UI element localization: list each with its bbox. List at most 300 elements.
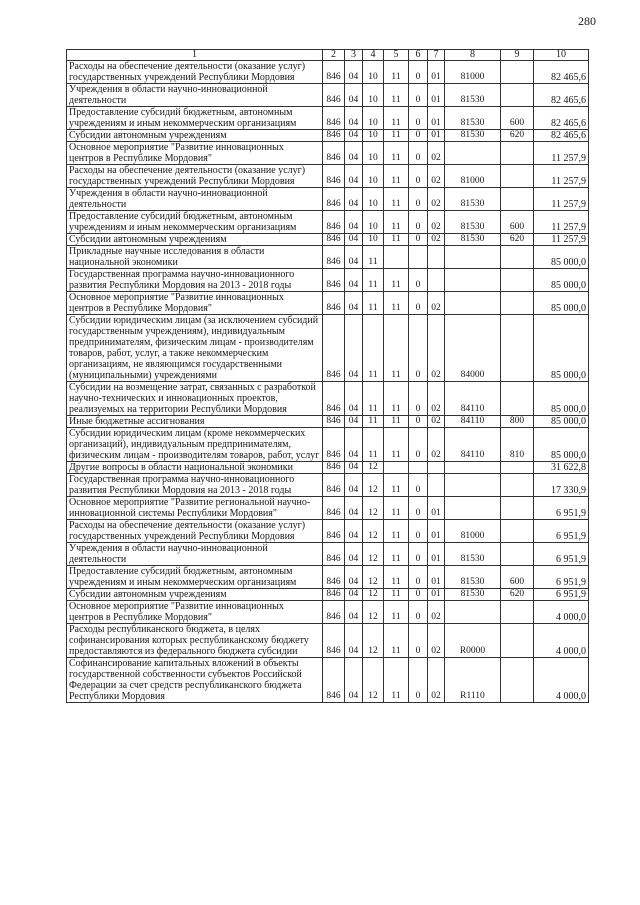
code-cell-c3: 04: [345, 246, 363, 269]
code-cell-c3: 04: [345, 520, 363, 543]
code-cell-c4: 12: [363, 543, 384, 566]
code-cell-c4: 10: [363, 165, 384, 188]
amount-cell: 6 951,9: [534, 497, 589, 520]
code-cell-c2: 846: [323, 234, 345, 246]
row-name: Предоставление субсидий бюджетным, автономным учреждениям и иным некоммерческим организациям: [67, 107, 323, 130]
code-cell-c6: 0: [409, 566, 428, 589]
code-cell-c9: [501, 165, 534, 188]
code-cell-c3: 04: [345, 84, 363, 107]
code-cell-c8: 81000: [445, 61, 501, 84]
amount-cell: 85 000,0: [534, 428, 589, 462]
budget-table: [66, 49, 589, 703]
code-cell-c8: [445, 269, 501, 292]
code-cell-c8: [445, 246, 501, 269]
code-cell-c5: 11: [384, 315, 409, 382]
row-name: Софинансирование капитальных вложений в объекты государственной собственности субъектов Российской Федерации за счет средств республиканского бюджета Республики Мордовия: [67, 658, 323, 703]
table-row: [67, 658, 589, 703]
amount-cell: 17 330,9: [534, 474, 589, 497]
code-cell-c4: 11: [363, 292, 384, 315]
code-cell-c6: 0: [409, 269, 428, 292]
code-cell-c7: 01: [428, 107, 445, 130]
code-cell-c2: 846: [323, 165, 345, 188]
code-cell-c9: [501, 292, 534, 315]
code-cell-c2: 846: [323, 142, 345, 165]
code-cell-c7: 02: [428, 188, 445, 211]
table-row: [67, 601, 589, 624]
code-cell-c7: 01: [428, 589, 445, 601]
code-cell-c9: 800: [501, 416, 534, 428]
code-cell-c7: [428, 474, 445, 497]
code-cell-c7: 01: [428, 543, 445, 566]
amount-cell: 11 257,9: [534, 142, 589, 165]
column-header: 5: [384, 50, 409, 61]
code-cell-c8: [445, 497, 501, 520]
code-cell-c5: 11: [384, 142, 409, 165]
code-cell-c9: [501, 601, 534, 624]
code-cell-c9: [501, 543, 534, 566]
amount-cell: 11 257,9: [534, 188, 589, 211]
code-cell-c6: 0: [409, 497, 428, 520]
code-cell-c7: 02: [428, 658, 445, 703]
code-cell-c5: 11: [384, 269, 409, 292]
table-row: [67, 382, 589, 416]
code-cell-c4: 11: [363, 416, 384, 428]
code-cell-c2: 846: [323, 188, 345, 211]
code-cell-c8: [445, 474, 501, 497]
code-cell-c3: 04: [345, 462, 363, 474]
table-row: [67, 292, 589, 315]
code-cell-c9: [501, 246, 534, 269]
code-cell-c5: 11: [384, 292, 409, 315]
amount-cell: 6 951,9: [534, 520, 589, 543]
code-cell-c2: 846: [323, 84, 345, 107]
code-cell-c8: 81530: [445, 188, 501, 211]
code-cell-c3: 04: [345, 188, 363, 211]
code-cell-c9: [501, 315, 534, 382]
code-cell-c8: 81530: [445, 107, 501, 130]
row-name: Расходы на обеспечение деятельности (оказание услуг) государственных учреждений Республики Мордовия: [67, 61, 323, 84]
code-cell-c5: 11: [384, 382, 409, 416]
column-header: 9: [501, 50, 534, 61]
column-header: 6: [409, 50, 428, 61]
code-cell-c2: 846: [323, 428, 345, 462]
column-header: 3: [345, 50, 363, 61]
column-header: 7: [428, 50, 445, 61]
code-cell-c4: 10: [363, 130, 384, 142]
code-cell-c2: 846: [323, 382, 345, 416]
code-cell-c6: [409, 246, 428, 269]
table-header-row: [67, 50, 589, 61]
code-cell-c4: 12: [363, 624, 384, 658]
amount-cell: 11 257,9: [534, 234, 589, 246]
code-cell-c2: 846: [323, 589, 345, 601]
code-cell-c6: 0: [409, 61, 428, 84]
table-row: [67, 624, 589, 658]
code-cell-c4: 10: [363, 211, 384, 234]
code-cell-c6: 0: [409, 211, 428, 234]
code-cell-c5: 11: [384, 624, 409, 658]
code-cell-c9: 620: [501, 234, 534, 246]
table-row: [67, 269, 589, 292]
code-cell-c6: 0: [409, 292, 428, 315]
code-cell-c9: [501, 61, 534, 84]
code-cell-c4: 12: [363, 520, 384, 543]
code-cell-c3: 04: [345, 497, 363, 520]
table-body: [67, 61, 589, 703]
code-cell-c3: 04: [345, 142, 363, 165]
amount-cell: 85 000,0: [534, 416, 589, 428]
code-cell-c3: 04: [345, 416, 363, 428]
code-cell-c6: 0: [409, 416, 428, 428]
code-cell-c4: 11: [363, 382, 384, 416]
code-cell-c6: 0: [409, 520, 428, 543]
code-cell-c2: 846: [323, 658, 345, 703]
amount-cell: 85 000,0: [534, 315, 589, 382]
code-cell-c8: 81000: [445, 520, 501, 543]
code-cell-c5: 11: [384, 474, 409, 497]
code-cell-c4: 10: [363, 234, 384, 246]
code-cell-c5: 11: [384, 165, 409, 188]
row-name: Основное мероприятие "Развитие инновационных центров в Республике Мордовия": [67, 292, 323, 315]
row-name: Прикладные научные исследования в области национальной экономики: [67, 246, 323, 269]
row-name: Расходы республиканского бюджета, в целях софинансирования которых республиканскому бюджету предоставляются из федерального бюджета субсидии: [67, 624, 323, 658]
code-cell-c8: 84000: [445, 315, 501, 382]
table-row: [67, 61, 589, 84]
table-row: [67, 497, 589, 520]
code-cell-c2: 846: [323, 269, 345, 292]
code-cell-c3: 04: [345, 165, 363, 188]
code-cell-c9: 810: [501, 428, 534, 462]
row-name: Субсидии юридическим лицам (кроме некоммерческих организаций), индивидуальным предпринимателям, физическим лицам - производителям товаров, работ, услуг: [67, 428, 323, 462]
code-cell-c6: 0: [409, 428, 428, 462]
code-cell-c7: 01: [428, 130, 445, 142]
table-row: [67, 165, 589, 188]
amount-cell: 11 257,9: [534, 211, 589, 234]
row-name: Учреждения в области научно-инновационной деятельности: [67, 188, 323, 211]
code-cell-c9: 600: [501, 107, 534, 130]
code-cell-c9: [501, 658, 534, 703]
code-cell-c7: [428, 246, 445, 269]
code-cell-c9: [501, 188, 534, 211]
code-cell-c2: 846: [323, 416, 345, 428]
code-cell-c2: 846: [323, 474, 345, 497]
row-name: Основное мероприятие "Развитие региональной научно-инновационной системы Республики Мордовия": [67, 497, 323, 520]
code-cell-c3: 04: [345, 624, 363, 658]
code-cell-c4: 12: [363, 462, 384, 474]
row-name: Субсидии юридическим лицам (за исключением субсидий государственным учреждениям), индивидуальным предпринимателям, физическим лицам - производителям товаров, работ, услуг, а также некоммерческим организациям, не являющимся государственными (муниципальными) учреждениями: [67, 315, 323, 382]
code-cell-c9: [501, 462, 534, 474]
code-cell-c8: 81530: [445, 234, 501, 246]
amount-cell: 82 465,6: [534, 130, 589, 142]
code-cell-c8: 81530: [445, 211, 501, 234]
row-name: Субсидии на возмещение затрат, связанных с разработкой научно-технических и инновационных проектов, реализуемых на территории Республики Мордовия: [67, 382, 323, 416]
code-cell-c9: [501, 382, 534, 416]
table-row: [67, 211, 589, 234]
code-cell-c3: 04: [345, 234, 363, 246]
column-header: 2: [323, 50, 345, 61]
amount-cell: 4 000,0: [534, 658, 589, 703]
code-cell-c6: 0: [409, 382, 428, 416]
code-cell-c7: 02: [428, 211, 445, 234]
table-row: [67, 520, 589, 543]
code-cell-c3: 04: [345, 292, 363, 315]
row-name: Основное мероприятие "Развитие инновационных центров в Республике Мордовия": [67, 142, 323, 165]
code-cell-c6: 0: [409, 601, 428, 624]
table-row: [67, 246, 589, 269]
code-cell-c4: 10: [363, 84, 384, 107]
code-cell-c6: 0: [409, 658, 428, 703]
amount-cell: 4 000,0: [534, 624, 589, 658]
code-cell-c9: [501, 84, 534, 107]
code-cell-c2: 846: [323, 246, 345, 269]
code-cell-c6: 0: [409, 188, 428, 211]
code-cell-c3: 04: [345, 566, 363, 589]
code-cell-c5: 11: [384, 107, 409, 130]
code-cell-c7: 01: [428, 497, 445, 520]
row-name: Государственная программа научно-инновационного развития Республики Мордовия на 2013 - 2018 годы: [67, 474, 323, 497]
amount-cell: 82 465,6: [534, 84, 589, 107]
code-cell-c5: 11: [384, 188, 409, 211]
code-cell-c3: 04: [345, 428, 363, 462]
code-cell-c5: 11: [384, 520, 409, 543]
code-cell-c7: 02: [428, 428, 445, 462]
code-cell-c5: 11: [384, 84, 409, 107]
code-cell-c8: 81000: [445, 165, 501, 188]
code-cell-c5: 11: [384, 416, 409, 428]
code-cell-c3: 04: [345, 543, 363, 566]
code-cell-c4: 11: [363, 315, 384, 382]
amount-cell: 82 465,6: [534, 61, 589, 84]
amount-cell: 6 951,9: [534, 543, 589, 566]
code-cell-c2: 846: [323, 315, 345, 382]
code-cell-c2: 846: [323, 624, 345, 658]
code-cell-c5: 11: [384, 658, 409, 703]
code-cell-c9: [501, 497, 534, 520]
code-cell-c4: 10: [363, 188, 384, 211]
code-cell-c8: 81530: [445, 84, 501, 107]
code-cell-c4: 11: [363, 246, 384, 269]
code-cell-c2: 846: [323, 462, 345, 474]
code-cell-c7: 01: [428, 520, 445, 543]
code-cell-c6: 0: [409, 624, 428, 658]
code-cell-c8: 84110: [445, 428, 501, 462]
code-cell-c7: 02: [428, 416, 445, 428]
code-cell-c8: [445, 292, 501, 315]
code-cell-c3: 04: [345, 315, 363, 382]
code-cell-c8: 84110: [445, 382, 501, 416]
table-row: [67, 416, 589, 428]
row-name: Субсидии автономным учреждениям: [67, 234, 323, 246]
code-cell-c4: 12: [363, 474, 384, 497]
code-cell-c7: 02: [428, 292, 445, 315]
code-cell-c7: 01: [428, 84, 445, 107]
table-row: [67, 474, 589, 497]
code-cell-c3: 04: [345, 658, 363, 703]
code-cell-c9: [501, 142, 534, 165]
code-cell-c5: 11: [384, 497, 409, 520]
table-row: [67, 462, 589, 474]
code-cell-c2: 846: [323, 61, 345, 84]
code-cell-c5: [384, 462, 409, 474]
code-cell-c2: 846: [323, 520, 345, 543]
row-name: Субсидии автономным учреждениям: [67, 589, 323, 601]
amount-cell: 82 465,6: [534, 107, 589, 130]
code-cell-c7: [428, 269, 445, 292]
table-row: [67, 566, 589, 589]
code-cell-c8: 81530: [445, 543, 501, 566]
code-cell-c6: 0: [409, 142, 428, 165]
table-row: [67, 130, 589, 142]
row-name: Другие вопросы в области национальной экономики: [67, 462, 323, 474]
code-cell-c4: 10: [363, 61, 384, 84]
row-name: Расходы на обеспечение деятельности (оказание услуг) государственных учреждений Республики Мордовия: [67, 165, 323, 188]
code-cell-c9: 600: [501, 566, 534, 589]
column-header: 1: [67, 50, 323, 61]
row-name: Расходы на обеспечение деятельности (оказание услуг) государственных учреждений Республики Мордовия: [67, 520, 323, 543]
code-cell-c4: 10: [363, 142, 384, 165]
code-cell-c2: 846: [323, 107, 345, 130]
code-cell-c2: 846: [323, 497, 345, 520]
row-name: Иные бюджетные ассигнования: [67, 416, 323, 428]
row-name: Субсидии автономным учреждениям: [67, 130, 323, 142]
code-cell-c7: 01: [428, 61, 445, 84]
code-cell-c3: 04: [345, 382, 363, 416]
code-cell-c6: 0: [409, 165, 428, 188]
code-cell-c9: 600: [501, 211, 534, 234]
code-cell-c5: 11: [384, 428, 409, 462]
code-cell-c4: 12: [363, 589, 384, 601]
code-cell-c6: [409, 462, 428, 474]
column-header: 4: [363, 50, 384, 61]
row-name: Предоставление субсидий бюджетным, автономным учреждениям и иным некоммерческим организациям: [67, 211, 323, 234]
code-cell-c8: 84110: [445, 416, 501, 428]
code-cell-c3: 04: [345, 589, 363, 601]
code-cell-c4: 11: [363, 428, 384, 462]
code-cell-c5: 11: [384, 566, 409, 589]
code-cell-c9: [501, 520, 534, 543]
code-cell-c3: 04: [345, 130, 363, 142]
code-cell-c5: 11: [384, 234, 409, 246]
code-cell-c2: 846: [323, 292, 345, 315]
code-cell-c6: 0: [409, 234, 428, 246]
code-cell-c8: [445, 462, 501, 474]
amount-cell: 85 000,0: [534, 292, 589, 315]
column-header: 10: [534, 50, 589, 61]
code-cell-c7: 02: [428, 624, 445, 658]
amount-cell: 85 000,0: [534, 269, 589, 292]
code-cell-c2: 846: [323, 543, 345, 566]
code-cell-c6: 0: [409, 543, 428, 566]
page-number: 280: [578, 14, 596, 28]
code-cell-c5: 11: [384, 601, 409, 624]
amount-cell: 4 000,0: [534, 601, 589, 624]
code-cell-c4: 10: [363, 107, 384, 130]
amount-cell: 85 000,0: [534, 382, 589, 416]
code-cell-c5: 11: [384, 130, 409, 142]
code-cell-c7: 02: [428, 165, 445, 188]
code-cell-c7: 02: [428, 142, 445, 165]
row-name: Основное мероприятие "Развитие инновационных центров в Республике Мордовия": [67, 601, 323, 624]
code-cell-c8: 81530: [445, 566, 501, 589]
code-cell-c6: 0: [409, 315, 428, 382]
amount-cell: 85 000,0: [534, 246, 589, 269]
code-cell-c7: 01: [428, 566, 445, 589]
code-cell-c7: [428, 462, 445, 474]
code-cell-c4: 12: [363, 601, 384, 624]
code-cell-c6: 0: [409, 589, 428, 601]
code-cell-c3: 04: [345, 107, 363, 130]
table-row: [67, 234, 589, 246]
code-cell-c6: 0: [409, 130, 428, 142]
code-cell-c5: [384, 246, 409, 269]
code-cell-c3: 04: [345, 474, 363, 497]
code-cell-c8: R1110: [445, 658, 501, 703]
table-row: [67, 315, 589, 382]
code-cell-c3: 04: [345, 601, 363, 624]
row-name: Предоставление субсидий бюджетным, автономным учреждениям и иным некоммерческим организациям: [67, 566, 323, 589]
table-row: [67, 84, 589, 107]
code-cell-c7: 02: [428, 601, 445, 624]
code-cell-c4: 11: [363, 269, 384, 292]
code-cell-c6: 0: [409, 107, 428, 130]
code-cell-c6: 0: [409, 474, 428, 497]
code-cell-c5: 11: [384, 61, 409, 84]
table-row: [67, 188, 589, 211]
table-row: [67, 142, 589, 165]
table-row: [67, 589, 589, 601]
code-cell-c7: 02: [428, 382, 445, 416]
code-cell-c4: 12: [363, 658, 384, 703]
code-cell-c8: [445, 601, 501, 624]
code-cell-c2: 846: [323, 601, 345, 624]
table-row: [67, 543, 589, 566]
code-cell-c3: 04: [345, 269, 363, 292]
code-cell-c4: 12: [363, 566, 384, 589]
code-cell-c9: 620: [501, 130, 534, 142]
code-cell-c9: [501, 624, 534, 658]
code-cell-c2: 846: [323, 566, 345, 589]
column-header: 8: [445, 50, 501, 61]
code-cell-c5: 11: [384, 589, 409, 601]
row-name: Учреждения в области научно-инновационной деятельности: [67, 543, 323, 566]
code-cell-c8: R0000: [445, 624, 501, 658]
code-cell-c8: 81530: [445, 130, 501, 142]
code-cell-c7: 02: [428, 234, 445, 246]
code-cell-c3: 04: [345, 211, 363, 234]
code-cell-c8: 81530: [445, 589, 501, 601]
amount-cell: 6 951,9: [534, 566, 589, 589]
code-cell-c7: 02: [428, 315, 445, 382]
row-name: Учреждения в области научно-инновационной деятельности: [67, 84, 323, 107]
code-cell-c8: [445, 142, 501, 165]
amount-cell: 11 257,9: [534, 165, 589, 188]
code-cell-c9: [501, 269, 534, 292]
code-cell-c4: 12: [363, 497, 384, 520]
code-cell-c9: 620: [501, 589, 534, 601]
code-cell-c5: 11: [384, 211, 409, 234]
amount-cell: 6 951,9: [534, 589, 589, 601]
code-cell-c3: 04: [345, 61, 363, 84]
amount-cell: 31 622,8: [534, 462, 589, 474]
row-name: Государственная программа научно-инновационного развития Республики Мордовия на 2013 - 2018 годы: [67, 269, 323, 292]
code-cell-c9: [501, 474, 534, 497]
code-cell-c6: 0: [409, 84, 428, 107]
code-cell-c5: 11: [384, 543, 409, 566]
table-row: [67, 107, 589, 130]
code-cell-c2: 846: [323, 211, 345, 234]
code-cell-c2: 846: [323, 130, 345, 142]
table-row: [67, 428, 589, 462]
